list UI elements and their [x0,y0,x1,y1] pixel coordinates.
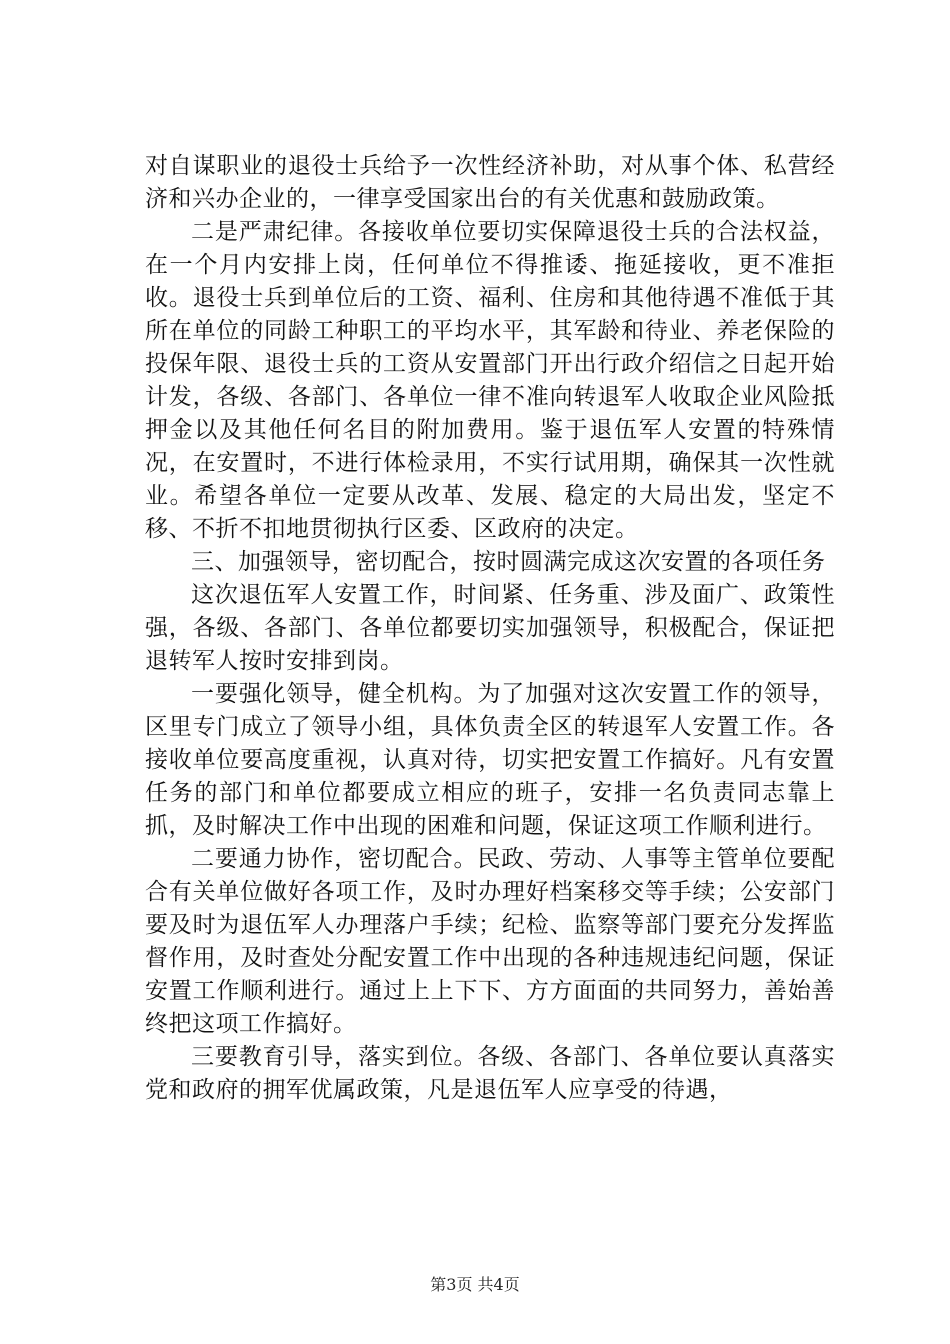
paragraph-2: 二是严肃纪律。各接收单位要切实保障退役士兵的合法权益，在一个月内安排上岗，任何单位不得推诿、拖延接收，更不准拒收。退役士兵到单位后的工资、福利、住房和其他待遇不准低于其所在单位的同龄工种职工的平均水平，其军龄和待业、养老保险的投保年限、退役士兵的工资从安置部门开出行政介绍信之日起开始计发，各级、各部门、各单位一律不准向转退军人收取企业风险抵押金以及其他任何名目的附加费用。鉴于退伍军人安置的特殊情况，在安置时，不进行体检录用，不实行试用期，确保其一次性就业。希望各单位一定要从改革、发展、稳定的大局出发，坚定不移、不折不扣地贯彻执行区委、区政府的决定。 [145,219,835,542]
page-footer: 第3页 共4页 [430,1275,520,1294]
paragraph-3: 这次退伍军人安置工作，时间紧、任务重、涉及面广、政策性强，各级、各部门、各单位都要切实加强领导，积极配合，保证把退转军人按时安排到岗。 [145,582,835,674]
paragraph-5: 二要通力协作，密切配合。民政、劳动、人事等主管单位要配合有关单位做好各项工作，及时办理好档案移交等手续；公安部门要及时为退伍军人办理落户手续；纪检、监察等部门要充分发挥监督作用，及时查处分配安置工作中出现的各种违规违纪问题，保证安置工作顺利进行。通过上上下下、方方面面的共同努力，善始善终把这项工作搞好。 [145,846,835,1037]
paragraph-1: 对自谋职业的退役士兵给予一次性经济补助，对从事个体、私营经济和兴办企业的，一律享受国家出台的有关优惠和鼓励政策。 [145,153,835,212]
paragraph-4: 一要强化领导，健全机构。为了加强对这次安置工作的领导，区里专门成立了领导小组，具体负责全区的转退军人安置工作。各接收单位要高度重视，认真对待，切实把安置工作搞好。凡有安置任务的部门和单位都要成立相应的班子，安排一名负责同志靠上抓，及时解决工作中出现的困难和问题，保证这项工作顺利进行。 [145,681,835,839]
section-heading: 三、加强领导，密切配合，按时圆满完成这次安置的各项任务 [191,549,826,575]
document-body [145,150,835,1107]
paragraph-6: 三要教育引导，落实到位。各级、各部门、各单位要认真落实党和政府的拥军优属政策，凡是退伍军人应享受的待遇， [145,1044,835,1103]
